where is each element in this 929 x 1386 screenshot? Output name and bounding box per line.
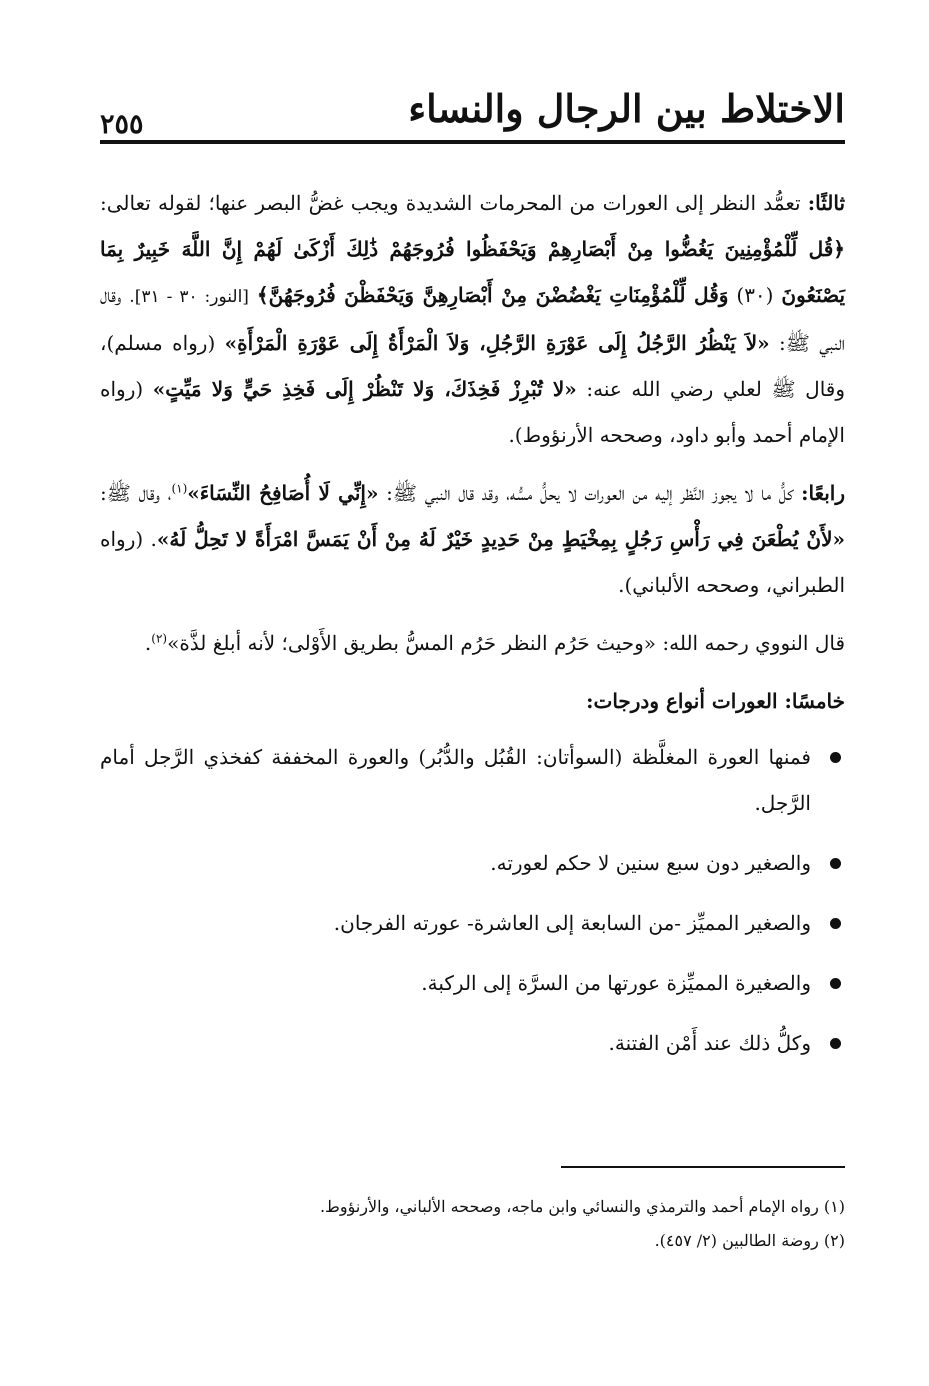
bullet-list (100, 734, 845, 1066)
bullet-icon (830, 978, 841, 989)
verse-reference: [النور: ٣٠ - ٣١]. (129, 287, 249, 307)
paragraph-text: قال النووي رحمه الله: «وحيث حَرُم النظر حَرُم المسُّ بطريق الأَوْلى؛ لأنه أبلغ لذَّة» (167, 631, 845, 655)
page-number: ٢٥٥ (100, 109, 144, 140)
paragraph-text: تعمُّد النظر إلى العورات من المحرمات الشديدة ويجب غضُّ البصر عنها؛ لقوله تعالى: (100, 191, 801, 215)
ayah-number: (٣٠) (736, 283, 774, 307)
paragraph-lead: رابعًا: (801, 481, 846, 505)
main-text (100, 180, 845, 1080)
list-item (100, 840, 845, 886)
paragraph-text: (رواه مسلم)، وقال ﷺ لعلي رضي الله عنه: (100, 331, 846, 401)
list-item (100, 900, 845, 946)
hadith-quote: «لأَنْ يُطْعَنَ فِي رَأْسِ رَجُلٍ بِمِخْيَطٍ مِنْ حَدِيدٍ خَيْرٌ لَهُ مِنْ أَنْ يَمَسَّ امْرَأَةً لا تَحِلُّ لَهُ» (156, 527, 846, 551)
footnotes (100, 1190, 845, 1258)
section-heading: خامسًا: العورات أنواع ودرجات: (586, 689, 845, 713)
list-item-text: والصغير المميِّز -من السابعة إلى العاشرة- عورته الفرجان. (333, 911, 811, 935)
hadith-quote: «لا تُبْرِزْ فَخِذَكَ، وَلا تَنْظُرْ إِلَى فَخِذِ حَيٍّ وَلا مَيِّتٍ» (152, 377, 577, 401)
bullet-icon (830, 1038, 841, 1049)
hadith-quote: «إِنِّي لَا أُصَافِحُ النِّسَاءَ» (187, 481, 379, 505)
list-item (100, 1020, 845, 1066)
list-item (100, 734, 845, 826)
paragraph-text: . (144, 631, 152, 655)
running-title: الاختلاط بين الرجال والنساء (408, 86, 845, 131)
paragraph-text: كلُّ ما لا يجوز النَّظر إليه من العورات لا يحلُّ مسُّه، وقد قال النبي ﷺ: (386, 481, 794, 505)
list-item-text: وكلُّ ذلك عند أَمْن الفتنة. (608, 1031, 811, 1055)
paragraph-text: ، وقال ﷺ: (100, 481, 172, 505)
paragraph-lead: ثالثًا: (807, 191, 846, 215)
paragraph-third (100, 180, 845, 458)
footnote-marker: (١) (171, 481, 188, 496)
paragraph-fourth (100, 470, 845, 608)
paragraph-text: (رواه الإمام أحمد وأبو داود، وصححه الأرنؤوط). (100, 377, 845, 447)
list-item-text: والصغيرة المميِّزة عورتها من السرَّة إلى الركبة. (421, 971, 811, 995)
quran-verse: ﴿قُل لِّلْمُؤْمِنِينَ يَغُضُّوا مِنْ أَبْصَارِهِمْ وَيَحْفَظُوا فُرُوجَهُمْ ذَٰلِكَ أَزْكَىٰ لَهُمْ إِنَّ اللَّهَ خَبِيرٌ بِمَا يَصْنَعُونَ (100, 237, 846, 307)
hadith-quote: «لاَ يَنْظُرُ الرَّجُلُ إِلَى عَوْرَةِ الرَّجُلِ، وَلاَ الْمَرْأَةُ إِلَى عَوْرَةِ الْمَرْأَةِ» (224, 331, 770, 355)
bullet-icon (830, 858, 841, 869)
footnote-marker: (٢) (151, 631, 168, 646)
quran-verse: وَقُل لِّلْمُؤْمِنَاتِ يَغْضُضْنَ مِنْ أَبْصَارِهِنَّ وَيَحْفَظْنَ فُرُوجَهُنَّ﴾ (256, 283, 729, 307)
bullet-icon (830, 752, 841, 763)
page-header (100, 78, 845, 154)
paragraph-text: وقال النبي ﷺ: (100, 283, 846, 355)
footnote-rule (561, 1166, 845, 1168)
list-item-text: فمنها العورة المغلَّظة (السوأتان: القُبُل والدُّبُر) والعورة المخففة كفخذي الرَّجل أمام الرَّجل. (100, 745, 811, 815)
paragraph-nawawi (100, 620, 845, 666)
header-rule (100, 140, 845, 144)
footnote: (٢) روضة الطالبين (٢/ ٤٥٧). (654, 1231, 845, 1250)
list-item (100, 960, 845, 1006)
bullet-icon (830, 918, 841, 929)
list-item-text: والصغير دون سبع سنين لا حكم لعورته. (490, 851, 811, 875)
footnote: (١) رواه الإمام أحمد والترمذي والنسائي وابن ماجه، وصححه الألباني، والأرنؤوط. (319, 1197, 845, 1216)
paragraph-text: . (رواه الطبراني، وصححه الألباني). (100, 527, 845, 597)
